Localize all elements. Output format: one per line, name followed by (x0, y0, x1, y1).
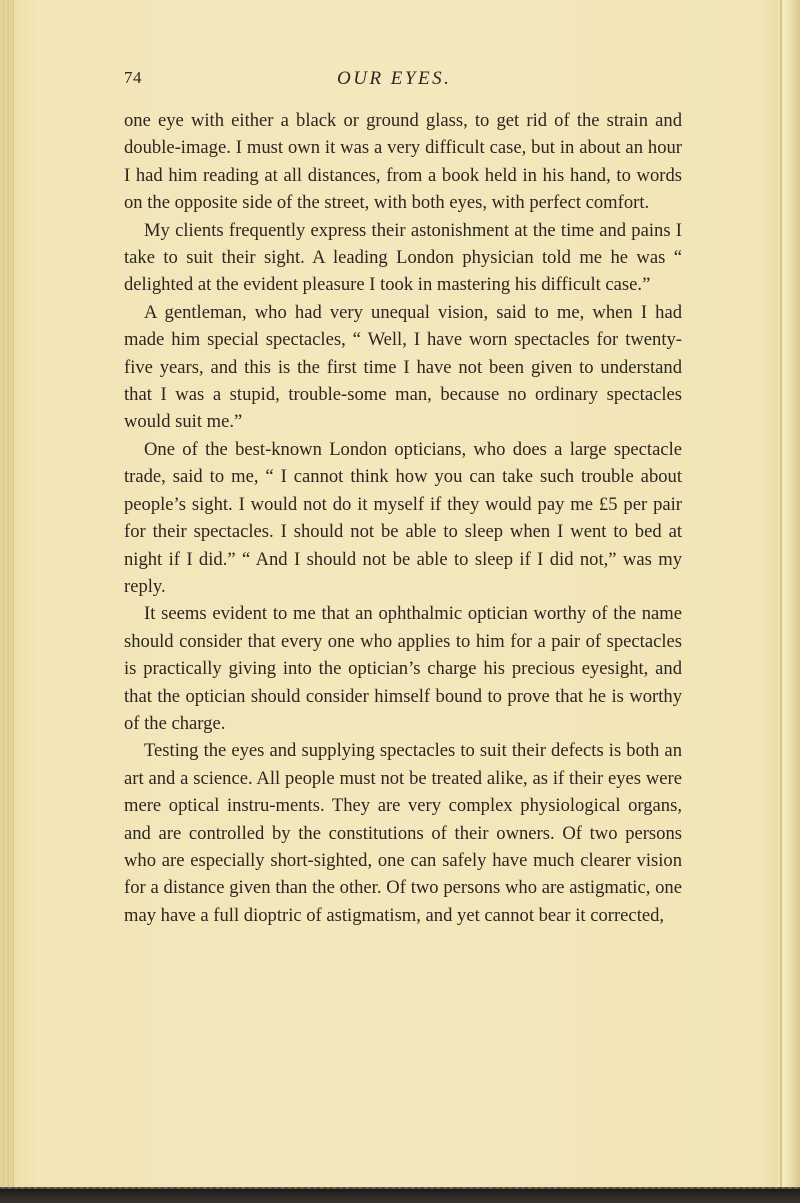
paragraph: It seems evident to me that an ophthalmic optician worthy of the name should consider that every one who applies to him for a pair of spectacles is practically giving into the optician’s charge his precious eyesight, and that the optician should consider himself bound to prove that he is worthy of the charge. (124, 603, 682, 734)
page-number: 74 (124, 68, 142, 87)
paragraph: My clients frequently express their astonishment at the time and pains I take to suit their sight. A leading London physician told me he was “ delighted at the evident pleasure I took in mastering his difficult case.” (124, 219, 682, 296)
paragraph: Testing the eyes and supplying spectacles to suit their defects is both an art and a science. All people must not be treated alike, as if their eyes were mere optical instru-ments. They are very complex physiological organs, and are controlled by the constitutions of their owners. Of two persons who are especially short-sighted, one can safely have much clearer vision for a distance given than the other. Of two persons who are astigmatic, one may have a full dioptric of astigmatism, and yet cannot bear it corrected, (124, 740, 682, 926)
paragraph: one eye with either a black or ground glass, to get rid of the strain and double-image. I must own it was a very difficult case, but in about an hour I had him reading at all distances, from a book held in his hand, to words on the opposite side of the street, with both eyes, with perfect comfort. (124, 110, 682, 214)
scan-bottom-edge (0, 1189, 800, 1203)
paragraph: One of the best-known London opticians, who does a large spectacle trade, said to me, “ I cannot think how you can take such trouble about people’s sight. I would not do it myself if they would pay me £5 per pair for their spectacles. I should not be able to sleep when I went to bed at night if I did.” “ And I should not be able to sleep if I did not,” was my reply. (124, 438, 682, 597)
page-fold-line (780, 0, 782, 1190)
running-title: OUR EYES. (337, 68, 452, 89)
page-header (0, 68, 800, 94)
body-text (124, 107, 682, 929)
paragraph: A gentleman, who had very unequal vision, said to me, when I had made him special spectacles, “ Well, I have worn spectacles for twenty-five years, and this is the first time I have not been given to understand that I was a stupid, trouble-some man, because no ordinary spectacles would suit me.” (124, 301, 682, 433)
page-left-edge (0, 0, 14, 1203)
